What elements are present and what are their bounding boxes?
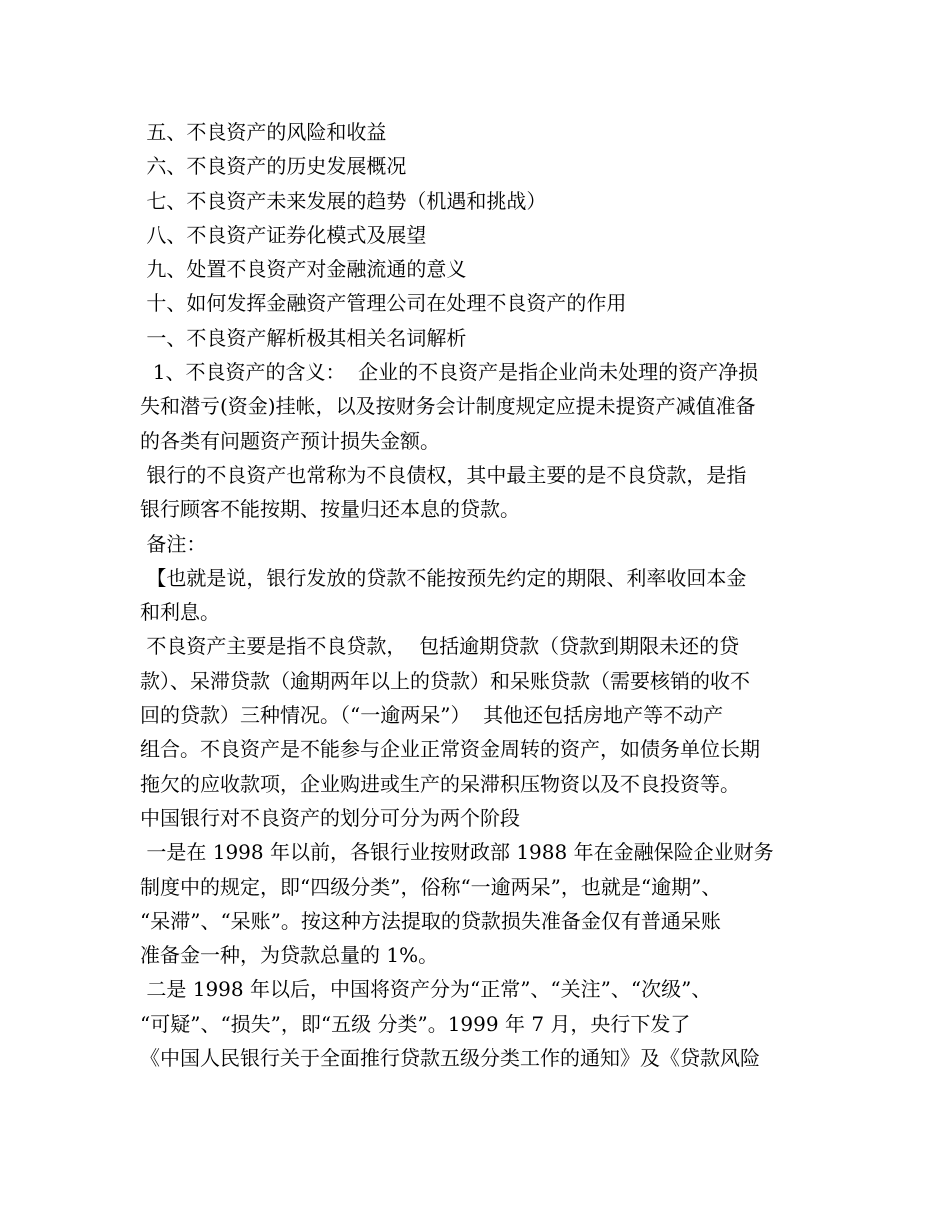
section-heading-1: 一、不良资产解析极其相关名词解析 <box>140 325 467 350</box>
paragraph-line: 回的贷款）三种情况。（“一逾两呆”） 其他还包括房地产等不动产 <box>140 703 724 728</box>
paragraph-line: 失和潜亏(资金)挂帐，以及按财务会计制度规定应提未提资产减值准备 <box>140 394 756 419</box>
outline-item-9: 九、处置不良资产对金融流通的意义 <box>140 257 467 282</box>
note-label: 备注： <box>140 531 207 556</box>
paragraph-line: 准备金一种，为贷款总量的 1%。 <box>140 943 439 968</box>
outline-item-8: 八、不良资产证券化模式及展望 <box>140 222 427 247</box>
outline-item-7: 七、不良资产未来发展的趋势（机遇和挑战） <box>140 188 547 213</box>
paragraph-line: 1、不良资产的含义： 企业的不良资产是指企业尚未处理的资产净损 <box>140 360 759 385</box>
paragraph-line: 【也就是说，银行发放的贷款不能按预先约定的期限、利率收回本金 <box>140 565 747 590</box>
paragraph-line: “呆滞”、“呆账”。按这种方法提取的贷款损失准备金仅有普通呆账 <box>140 908 721 933</box>
outline-item-6: 六、不良资产的历史发展概况 <box>140 154 407 179</box>
paragraph-line: 制度中的规定，即“四级分类”，俗称“一逾两呆”，也就是“逾期”、 <box>140 874 722 899</box>
paragraph-line: 银行顾客不能按期、按量归还本息的贷款。 <box>140 497 520 522</box>
paragraph-line: 和利息。 <box>140 600 220 625</box>
paragraph-line: 银行的不良资产也常称为不良债权，其中最主要的是不良贷款，是指 <box>140 462 747 487</box>
paragraph-line: 的各类有问题资产预计损失金额。 <box>140 428 440 453</box>
paragraph-line: 款）、呆滞贷款（逾期两年以上的贷款）和呆账贷款（需要核销的收不 <box>140 668 750 693</box>
paragraph-line: 一是在 1998 年以前，各银行业按财政部 1988 年在金融保险企业财务 <box>140 840 774 865</box>
paragraph-line: 不良资产主要是指不良贷款， 包括逾期贷款（贷款到期限未还的贷 <box>140 634 740 659</box>
paragraph-line: 组合。不良资产是不能参与企业正常资金周转的资产，如债务单位长期 <box>140 737 760 762</box>
outline-item-10: 十、如何发挥金融资产管理公司在处理不良资产的作用 <box>140 291 627 316</box>
paragraph-line: 《中国人民银行关于全面推行贷款五级分类工作的通知》及《贷款风险 <box>140 1046 760 1071</box>
outline-item-5: 五、不良资产的风险和收益 <box>140 120 387 144</box>
paragraph-line: 中国银行对不良资产的划分可分为两个阶段 <box>140 805 520 830</box>
paragraph-line: 二是 1998 年以后，中国将资产分为“正常”、“关注”、“次级”、 <box>140 977 712 1002</box>
document-page <box>140 115 812 1075</box>
paragraph-line: 拖欠的应收款项，企业购进或生产的呆滞积压物资以及不良投资等。 <box>140 771 740 796</box>
paragraph-line: “可疑”、“损失”，即“五级 分类”。1999 年 7 月，央行下发了 <box>140 1011 691 1036</box>
